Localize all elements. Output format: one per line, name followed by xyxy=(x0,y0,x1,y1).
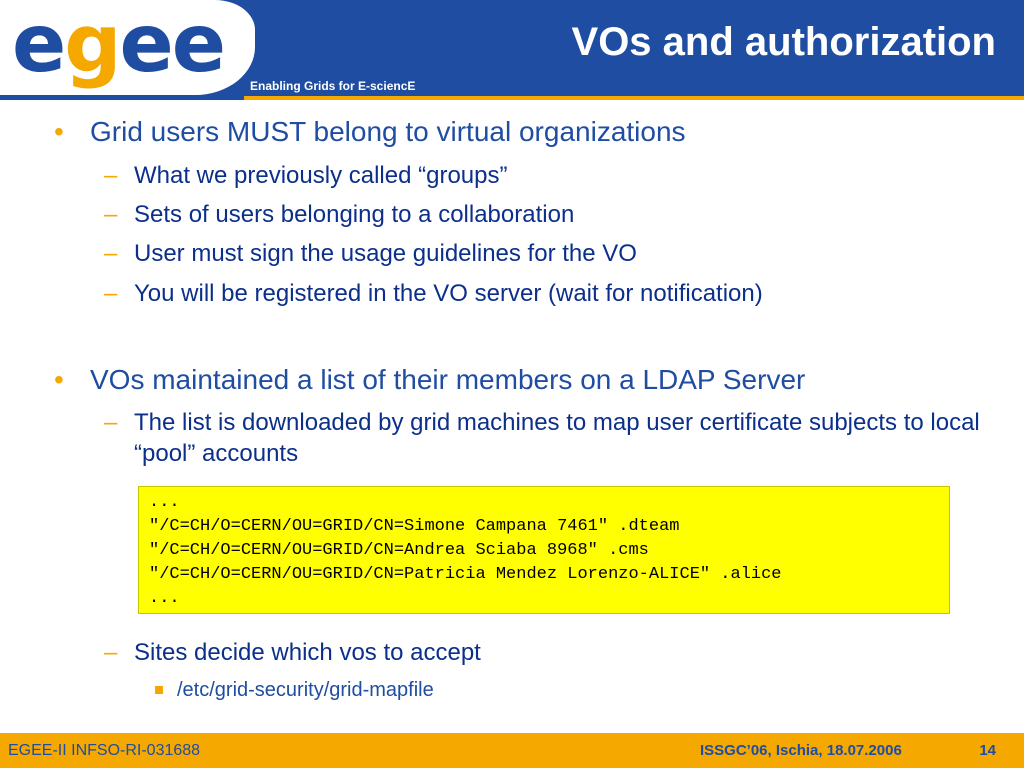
page-number: 14 xyxy=(979,742,996,759)
dash-icon: – xyxy=(104,162,118,189)
sub-bullet-1-1 xyxy=(104,160,508,191)
tagline: Enabling Grids for E-sciencE xyxy=(250,79,416,93)
bullet-2 xyxy=(54,364,806,396)
sub-bullet-2-1 xyxy=(104,407,984,469)
bullet-dot-icon: • xyxy=(54,116,64,147)
sub-sub-bullet-text: /etc/grid-security/grid-mapfile xyxy=(177,679,434,701)
slide-title: VOs and authorization xyxy=(571,20,996,64)
bullet-1-text: Grid users MUST belong to virtual organizations xyxy=(90,116,686,147)
bullet-2-text: VOs maintained a list of their members on a LDAP Server xyxy=(90,364,806,395)
code-line: "/C=CH/O=CERN/OU=GRID/CN=Simone Campana 7461" .dteam xyxy=(149,517,680,536)
square-bullet-icon xyxy=(155,686,163,694)
code-line: ... xyxy=(149,589,180,608)
dash-icon: – xyxy=(104,201,118,228)
sub-bullet-2-2 xyxy=(104,637,481,668)
footer-event: ISSGC’06, Ischia, 18.07.2006 xyxy=(700,742,902,759)
dash-icon: – xyxy=(104,409,118,436)
code-line: "/C=CH/O=CERN/OU=GRID/CN=Andrea Sciaba 8968" .cms xyxy=(149,541,649,560)
sub-bullet-text: Sets of users belonging to a collaboration xyxy=(134,201,575,228)
dash-icon: – xyxy=(104,240,118,267)
bullet-1 xyxy=(54,116,686,148)
header-accent-strip xyxy=(244,96,1024,100)
dash-icon: – xyxy=(104,639,118,666)
sub-bullet-1-3 xyxy=(104,238,637,269)
footer-project-id: EGEE-II INFSO-RI-031688 xyxy=(8,742,201,759)
slide-header xyxy=(0,0,1024,100)
sub-bullet-text: You will be registered in the VO server (wait for notification) xyxy=(134,280,763,307)
logo-background xyxy=(0,0,255,95)
sub-bullet-1-2 xyxy=(104,199,575,230)
sub-bullet-text: User must sign the usage guidelines for the VO xyxy=(134,240,637,267)
sub-bullet-text: What we previously called “groups” xyxy=(134,162,508,189)
code-line: "/C=CH/O=CERN/OU=GRID/CN=Patricia Mendez Lorenzo-ALICE" .alice xyxy=(149,565,782,584)
dash-icon: – xyxy=(104,280,118,307)
bullet-dot-icon: • xyxy=(54,364,64,395)
sub-bullet-1-4 xyxy=(104,278,763,309)
sub-bullet-text: The list is downloaded by grid machines to map user certificate subjects to local “pool” accounts xyxy=(134,409,980,467)
code-line: ... xyxy=(149,493,180,512)
slide-footer xyxy=(0,733,1024,768)
sub-sub-bullet xyxy=(177,679,434,702)
egee-logo: egee xyxy=(12,0,225,90)
mapfile-code-box xyxy=(138,486,950,614)
sub-bullet-text: Sites decide which vos to accept xyxy=(134,639,481,666)
